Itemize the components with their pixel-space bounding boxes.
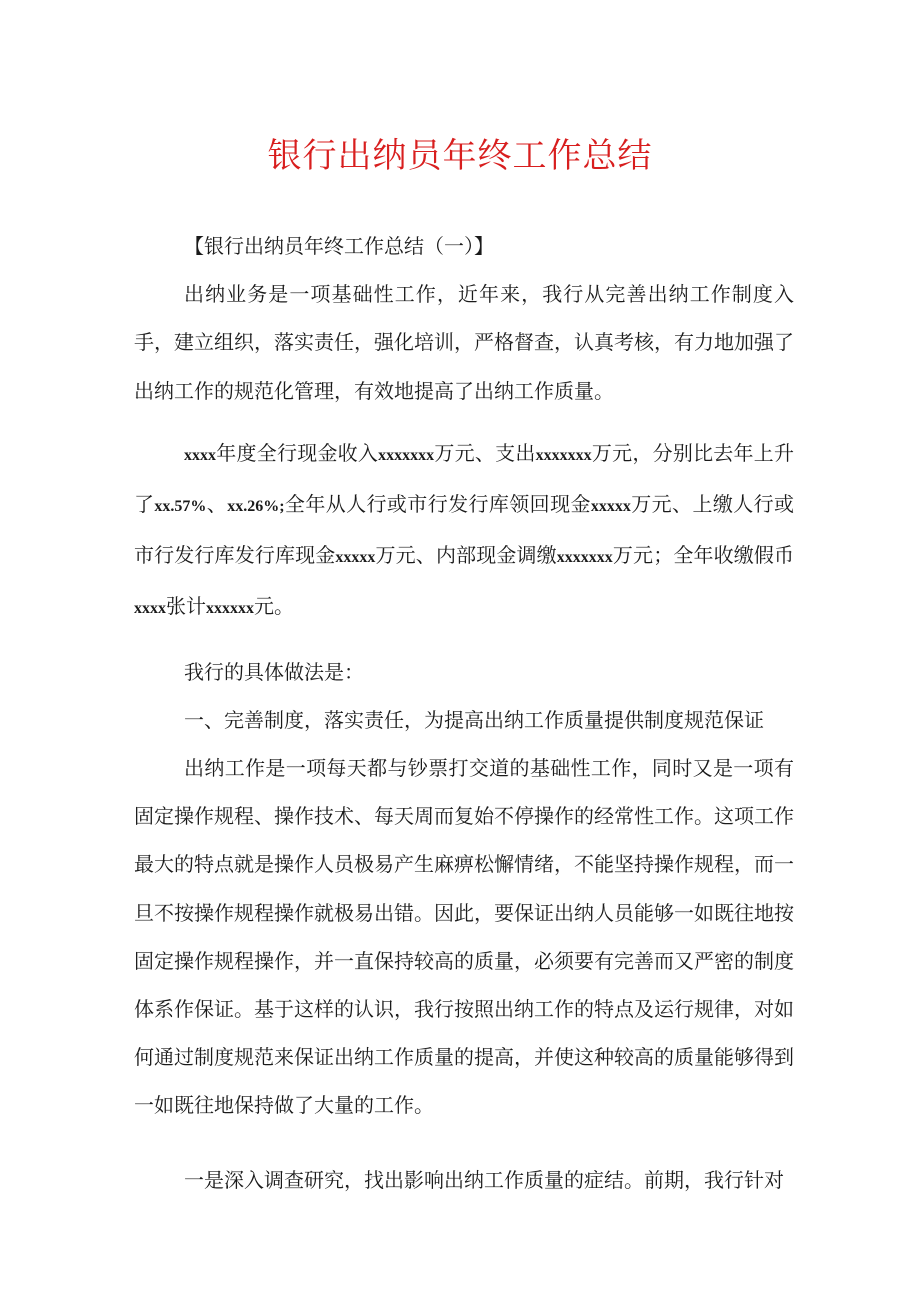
- paragraph-research: 一是深入调查研究，找出影响出纳工作质量的症结。前期，我行针对: [184, 1167, 784, 1192]
- document-body: [134, 222, 794, 1204]
- paragraph-intro: 出纳业务是一项基础性工作，近年来，我行从完善出纳工作制度入手，建立组织，落实责任，强化培训，严格督查，认真考核，有力地加强了出纳工作的规范化管理，有效地提高了出纳工作质量。: [134, 282, 794, 403]
- paragraph-cashier-work: 出纳工作是一项每天都与钞票打交道的基础性工作，同时又是一项有固定操作规程、操作技术、每天周而复始不停操作的经常性工作。这项工作最大的特点就是操作人员极易产生麻痹松懈情绪，不能坚持操作规程，而一旦不按操作规程操作就极易出错。因此，要保证出纳人员能够一如既往地按固定操作规程操作，并一直保持较高的质量，必须要有完善而又严密的制度体系作保证。基于这样的认识，我行按照出纳工作的特点及运行规律，对如何通过制度规范来保证出纳工作质量的提高，并使这种较高的质量能够得到一如既往地保持做了大量的工作。: [134, 756, 794, 1118]
- paragraph-approach: 我行的具体做法是：: [184, 659, 364, 684]
- paragraph-section-one: 一、完善制度，落实责任，为提高出纳工作质量提供制度规范保证: [184, 707, 764, 732]
- paragraph-stats: xxxx年度全行现金收入xxxxxxx万元、支出xxxxxxx万元，分别比去年上升了xx.57%、xx.26%;全年从人行或市行发行库领回现金xxxxx万元、上缴人行或市行发行库发行库现金xxxxx万元、内部现金调缴xxxxxxx万元；全年收缴假币xxxx张计xxxxxx元。: [134, 440, 795, 619]
- document-title: 银行出纳员年终工作总结: [267, 136, 653, 176]
- section-heading: 【银行出纳员年终工作总结（一）】: [184, 234, 494, 258]
